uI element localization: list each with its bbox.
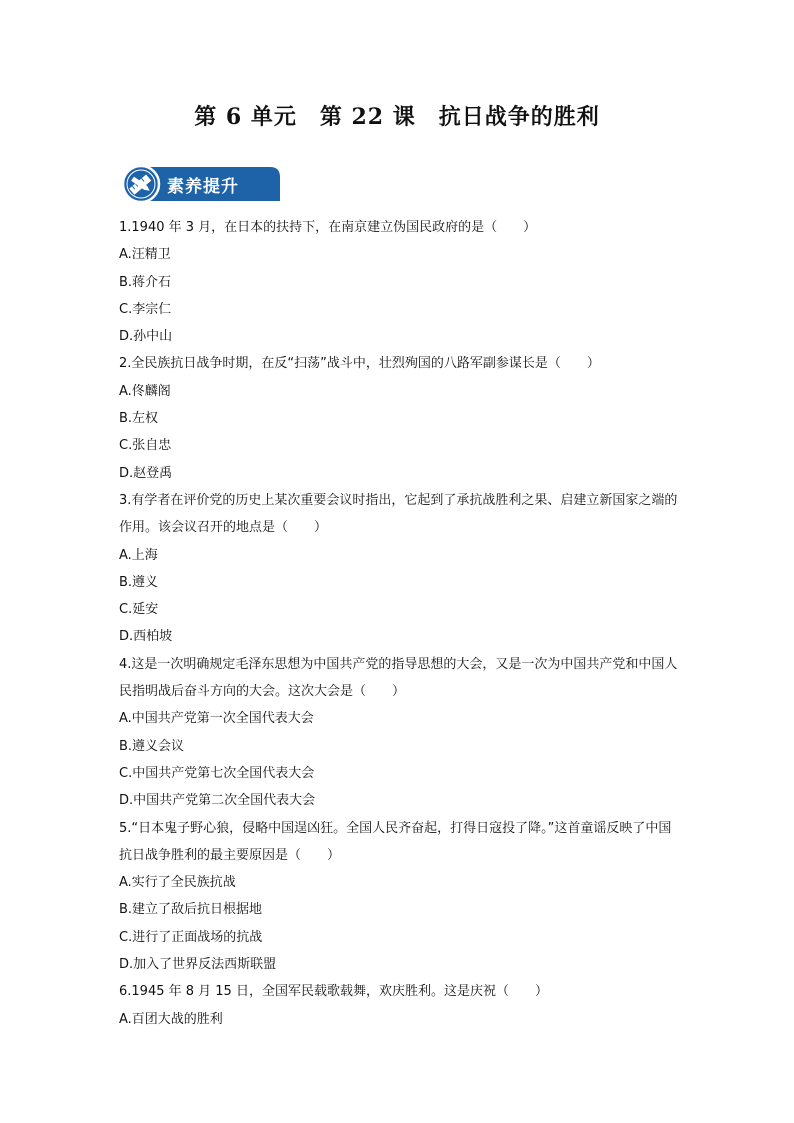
option-d: D.中国共产党第二次全国代表大会 (119, 793, 316, 809)
question-stem: 5.“日本鬼子野心狼，侵略中国逞凶狂。全国人民齐奋起，打得日寇投了降。”这首童谣反映了中国抗日战争胜利的最主要原因是（ ） (119, 820, 672, 863)
pencil-ruler-icon (121, 164, 161, 204)
section-label: 素养提升 (167, 177, 239, 197)
option-c: C.张自忠 (119, 438, 172, 454)
question-4 (119, 651, 679, 815)
option-a: A.上海 (119, 547, 158, 563)
option-d: D.赵登禹 (119, 465, 173, 481)
option-d: D.孙中山 (119, 329, 173, 345)
option-c: C.中国共产党第七次全国代表大会 (119, 765, 315, 781)
section-banner (120, 163, 282, 203)
question-stem: 6.1945 年 8 月 15 日，全国军民载歌载舞，欢庆胜利。这是庆祝（ ） (119, 984, 548, 1000)
question-stem: 1.1940 年 3 月，在日本的扶持下，在南京建立伪国民政府的是（ ） (119, 220, 537, 235)
option-a: A.汪精卫 (119, 247, 171, 263)
option-b: B.蒋介石 (119, 274, 172, 290)
option-d: D.西柏坡 (119, 629, 173, 645)
option-a: A.中国共产党第一次全国代表大会 (119, 711, 314, 727)
option-a: A.佟麟阁 (119, 383, 171, 399)
question-stem: 3.有学者在评价党的历史上某次重要会议时指出，它起到了承抗战胜利之果、启建立新国家之端的作用。该会议召开的地点是（ ） (119, 492, 678, 536)
option-a: A.实行了全民族抗战 (119, 875, 236, 891)
option-d: D.加入了世界反法西斯联盟 (119, 957, 277, 973)
option-c: C.延安 (119, 602, 159, 618)
option-b: B.遵义 (119, 574, 159, 590)
option-b: B.左权 (119, 411, 159, 427)
question-1 (119, 214, 679, 350)
option-c: C.李宗仁 (119, 301, 172, 317)
option-b: B.建立了敌后抗日根据地 (119, 902, 263, 918)
question-stem: 2.全民族抗日战争时期，在反“扫荡”战斗中，壮烈殉国的八路军副参谋长是（ ） (119, 356, 600, 372)
question-5 (119, 815, 679, 979)
option-a: A.百团大战的胜利 (119, 1011, 223, 1027)
option-c: C.进行了正面战场的抗战 (119, 929, 263, 945)
option-b: B.遵义会议 (119, 738, 185, 754)
page-title: 第 6 单元 第 22 课 抗日战争的胜利 (194, 104, 600, 130)
question-stem: 4.这是一次明确规定毛泽东思想为中国共产党的指导思想的大会，又是一次为中国共产党和中国人民指明战后奋斗方向的大会。这次大会是（ ） (119, 656, 678, 700)
question-2 (119, 350, 679, 486)
question-list (119, 214, 679, 1033)
question-3 (119, 487, 679, 651)
question-6 (119, 978, 679, 1033)
